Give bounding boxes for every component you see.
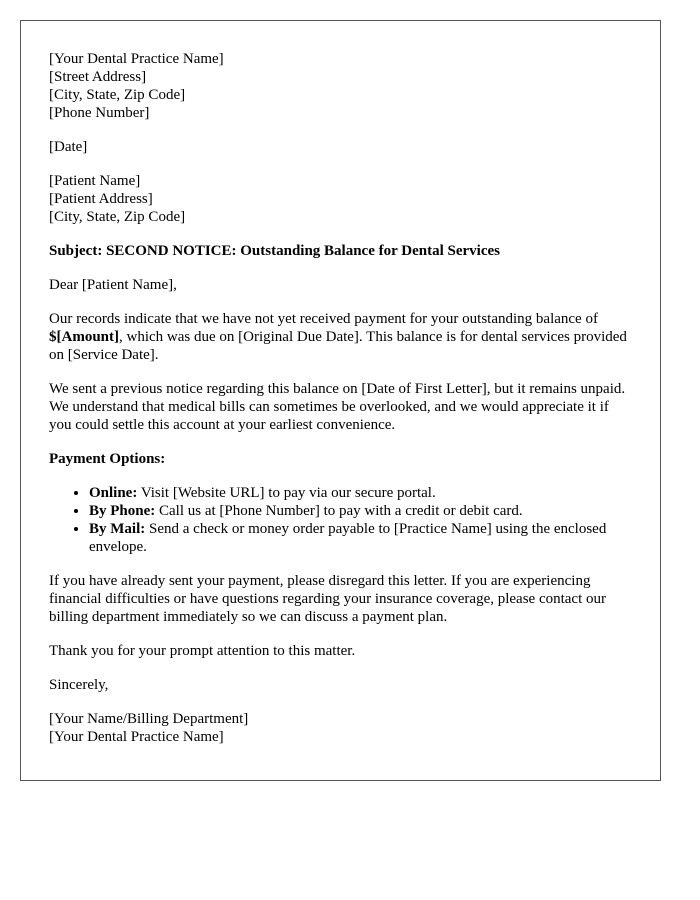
letter-date: [Date]	[49, 139, 88, 155]
balance-paragraph	[49, 310, 632, 364]
payment-option-text: Call us at [Phone Number] to pay with a credit or debit card.	[155, 503, 523, 519]
payment-option-label: Online:	[89, 485, 138, 501]
already-paid-paragraph: If you have already sent your payment, please disregard this letter. If you are experiencing financial difficulties or have questions regarding your insurance coverage, please contact our billing department immediately so we can discuss a payment plan.	[49, 573, 607, 625]
previous-notice-paragraph: We sent a previous notice regarding this balance on [Date of First Letter], but it remains unpaid. We understand that medical bills can sometimes be overlooked, and we would appreciate it if you could settle this account at your earliest convenience.	[49, 381, 626, 433]
salutation: Dear [Patient Name],	[49, 277, 177, 293]
payment-option-text: Send a check or money order payable to [Practice Name] using the enclosed envelope.	[89, 521, 607, 555]
payment-option-text: Visit [Website URL] to pay via our secure portal.	[137, 485, 436, 501]
thank-you-paragraph: Thank you for your prompt attention to this matter.	[49, 643, 356, 659]
signature-name: [Your Name/Billing Department]	[49, 711, 249, 727]
sender-address	[49, 50, 632, 122]
signature-practice: [Your Dental Practice Name]	[49, 729, 224, 745]
payment-option-phone	[89, 502, 632, 520]
payment-option-online	[89, 484, 632, 502]
sender-city: [City, State, Zip Code]	[49, 87, 186, 103]
subject-line: Subject: SECOND NOTICE: Outstanding Balance for Dental Services	[49, 243, 500, 259]
balance-amount: $[Amount]	[49, 329, 119, 345]
payment-option-label: By Phone:	[89, 503, 156, 519]
recipient-city: [City, State, Zip Code]	[49, 209, 186, 225]
balance-text-before: Our records indicate that we have not yet received payment for your outstanding balance of	[49, 311, 598, 327]
balance-text-after: , which was due on [Original Due Date]. This balance is for dental services provided on [Service Date].	[49, 329, 627, 363]
recipient-address-line: [Patient Address]	[49, 191, 153, 207]
payment-option-label: By Mail:	[89, 521, 146, 537]
signature-block	[49, 710, 632, 746]
payment-option-mail	[89, 520, 632, 556]
payment-options-heading: Payment Options:	[49, 451, 166, 467]
sender-street: [Street Address]	[49, 69, 147, 85]
sender-phone: [Phone Number]	[49, 105, 150, 121]
letter-date-block	[49, 138, 632, 156]
closing: Sincerely,	[49, 677, 109, 693]
recipient-address	[49, 172, 632, 226]
recipient-name: [Patient Name]	[49, 173, 141, 189]
letter	[20, 20, 661, 781]
sender-practice-name: [Your Dental Practice Name]	[49, 51, 224, 67]
payment-options-list	[49, 484, 632, 556]
